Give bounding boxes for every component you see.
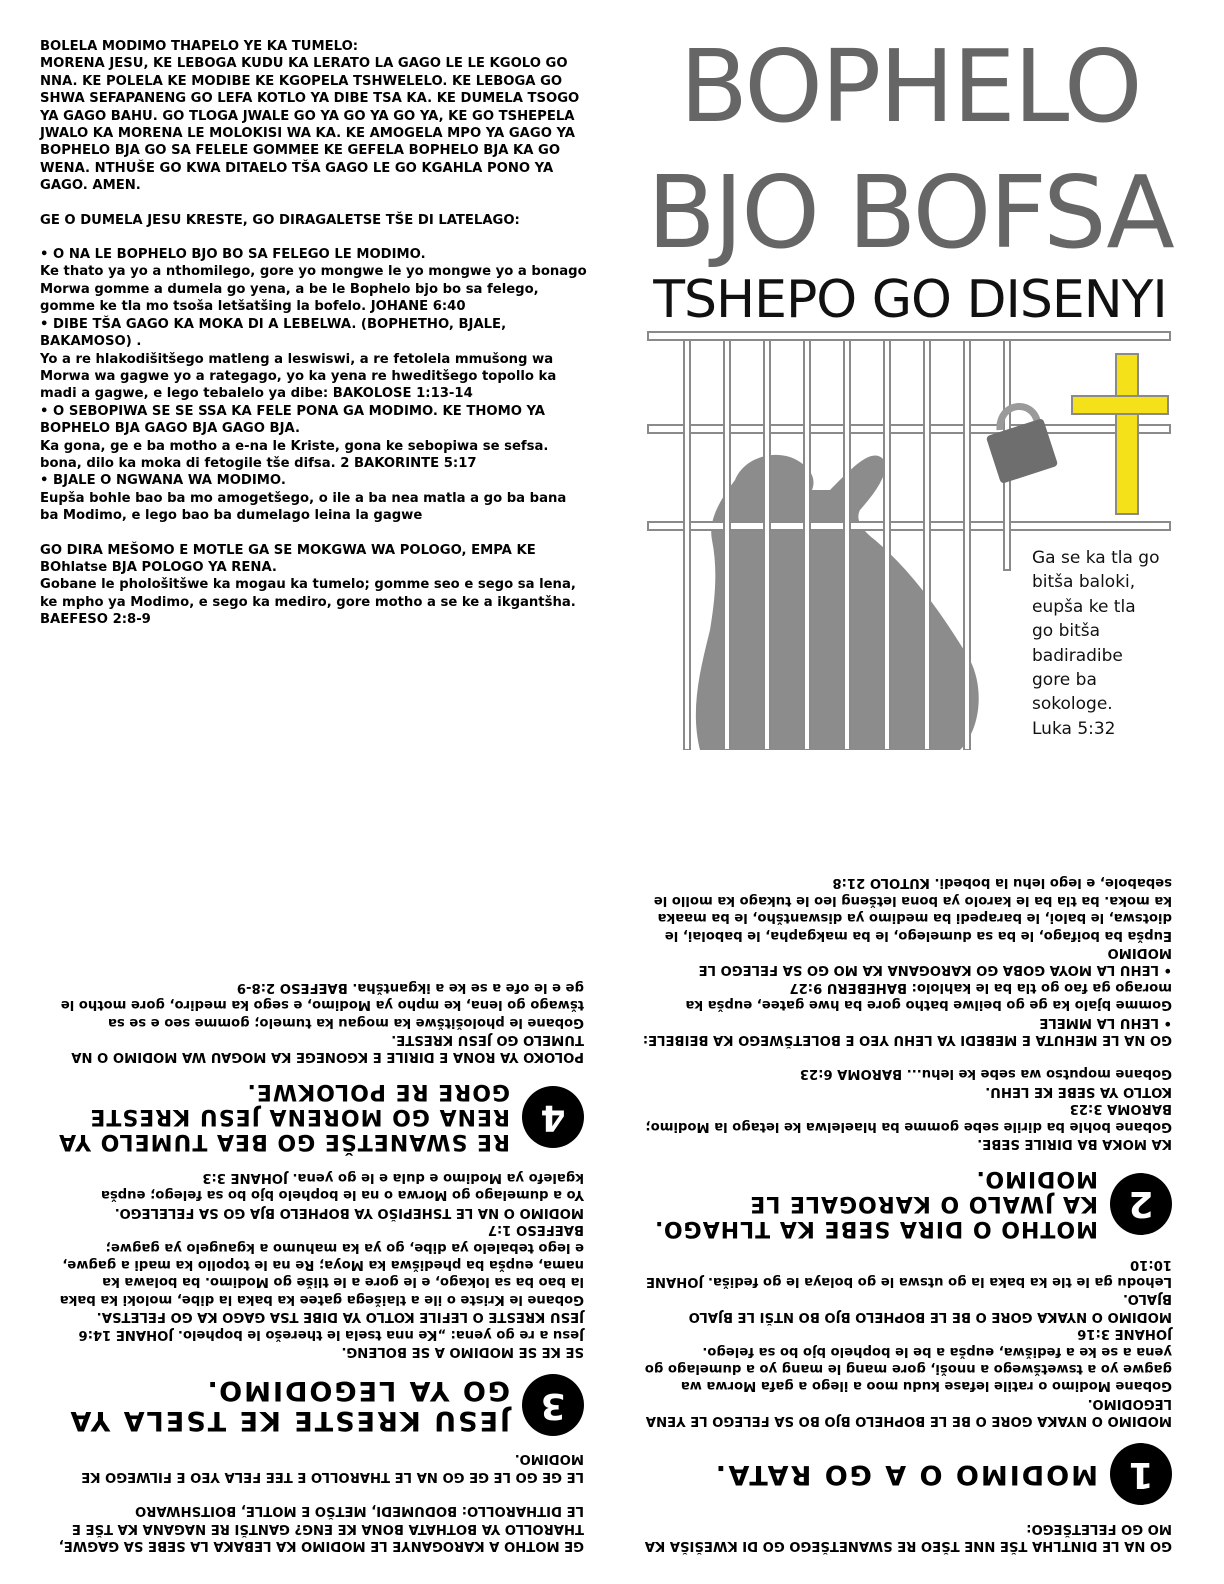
verse-line: eupša ke tla (1032, 596, 1136, 617)
section-1-number: 1 (1110, 1443, 1172, 1505)
section-4-header (54, 1080, 584, 1155)
section-2-title: MOTHO O DIRA SEBE KA TLHAGO. KA JWALO O KAROGALE LE MODIMO. (654, 1166, 1098, 1242)
padlock-icon (986, 406, 1059, 484)
blessing-text: Eupša bohle bao ba mo amogetšego, o ile a ba nea matla a go ba bana ba Modimo, e lego bao ba dumelago leina la gagwe (40, 490, 567, 524)
works-heading: GO DIRA MEŠOMO E MOTLE GA SE MOKGWA WA POLOGO, EMPA KE BOhlatse BJA POLOGO YA RENA. (40, 542, 536, 575)
section-4-number: 4 (522, 1086, 584, 1148)
point-title: GO NA LE MEHUTA E MEBEDI YA LEHU YEO E BOLETŠWEGO KA BEIBELE: (642, 1032, 1172, 1048)
section-1-header (642, 1443, 1172, 1505)
point-text: Gobane Modimo o ratile lefase kudu moo a ilego a gafa Morwa wa gagwe yo a tswetšwego a nnoši, gore mang le mang yo a dumelago go yena a se ke a fedišwa, eupša a be le bophelo bjo bo sa felego. JOHANE 3:16 (644, 1326, 1172, 1394)
point-title: • LEHU LA MOYA GOBA GO KAROGANA KA MO GO SA FELEGO LE MODIMO (698, 945, 1172, 978)
verse-reference: Luka 5:32 (1032, 718, 1116, 739)
point-text: Jesu a re go yena: „Ke nna tsela le therešo le bophelo. JOHANE 14:6 (78, 1326, 584, 1342)
prayer-block (40, 38, 588, 195)
verse-line: Ga se ka tla go (1032, 548, 1160, 568)
prayer-heading: BOLELA MODIMO THAPELO YE KA TUMELO: (40, 39, 359, 54)
verse-line: bitša baloki, (1032, 572, 1136, 593)
verse-line: go bitša (1032, 621, 1101, 642)
inside-left-intro2: LE GE GO LE GE GO NA LE THAROLLO E TEE FELA YEO E FILWEGO KE MODIMO. (81, 1451, 584, 1484)
blessing-title: • DIBE TŠA GAGO KA MOKA DI A LEBELWA. (BOPHETHO, BJALE, BAKAMOSO) . (40, 316, 507, 350)
section-3-number: 3 (522, 1374, 584, 1436)
blessing-text: Ke thato ya yo a nthomilego, gore yo mongwe le yo mongwe yo a bonago Morwa gomme a dumela go yena, a be le Bophelo bjo bo sa felego, gomme ke tla mo tsoša letšatšing la bofelo. JOHANE 6:40 (40, 264, 587, 315)
blessing-text: Yo a re hlakodišitšego matleng a leswiswi, a re fetolela mmušong wa Morwa wa gagwe yo a rategago, yo ka yena re hweditšego topollo ka madi a gagwe, e lego tebalelo ya dibe: BAKOLOSE 1:13-14 (40, 351, 557, 402)
verse-line: sokologe. (1032, 694, 1113, 715)
blessing-title: • BJALE O NGWANA WA MODIMO. (40, 473, 286, 489)
inside-left-column (54, 978, 584, 1554)
cover-verse (1032, 546, 1172, 741)
section-3-header (54, 1374, 584, 1436)
inside-left-intro: GE MOTHO A KAROGANYE LE MODIMO KA LEBAKA LA SEBE SA GAGWE, THAROLLO YA BOTHATA BONA KE ENG? GANTŠI RE NAGANA KA TŠE E LE DITHAROLLO: BODUMEDI, METŠO E MOTLE, BOITSHWARO (58, 1503, 584, 1553)
blessings-heading: GE O DUMELA JESU KRESTE, GO DIRAGALETSE TŠE DI LATELAGO: (40, 212, 520, 228)
prayer-panel (40, 38, 588, 629)
point-text: Yo a dumelago go Morwa o na le bophelo bjo bo sa felego; eupša kgalefo ya Modimo e dula e le go yena. JOHANE 3:3 (100, 1169, 584, 1203)
prayer-body: MORENA JESU, KE LEBOGA KUDU KA LERATO LA GAGO LE LE KGOLO GO NNA. KE POLELA KE MODIBE KE KGOPELA TSHWELELO. KE LEBOGA GO SHWA SEFAPANENG GO LEFA KOTLO YA DIBE TSA KA. KE DUMELA TSOGO YA GAGO BAHU. GO TLOGA JWALE GO YA GO YA GO YA, KE GO TSHEPELA JWALO KA MORENA LE MOLOKISI WA KA. KE AMOGELA MPO YA GAGO YA BOPHELO BJA GO SA FELELE GOMMEE KE GEFELA BOPHELO BJA KA GO WENA. NTHUŠE GO KWA DITAELO TŠA GAGO LE GO KGAHLA PONO YA GAGO. AMEN. (40, 56, 580, 194)
blessings-list (40, 246, 588, 525)
cover-panel (640, 30, 1180, 750)
cover-title-line2: BJO BOFSA (647, 154, 1173, 271)
point-title: KOTLO YA SEBE KE LEHU. (985, 1083, 1172, 1099)
inside-right-column (642, 874, 1172, 1554)
inside-right-intro: GO NA LE DINTLHA TŠE NNE TŠEO RE SWANETŠEGO GO DI KWEŠIŠA KA MO GO FELETŠEGO: (644, 1520, 1172, 1553)
point-text: Gobane le Kriste o ile a tlaišega gatee ka baka la dibe, moloki ka baka la bao ba sa lokago, e le gore a le tliše go Modimo. ba bolawa ka nama, eupša ba phedišwa ka Moya; Re na le topollo ka madi a gagwe, e lego tebalelo ya dibe, go ya ka mahumo a kgaugelo ya gagwe; BAEFESO 1:7 (59, 1222, 584, 1307)
section-1-title: MODIMO O A GO RATA. (713, 1459, 1098, 1491)
blessing-title: • O SEBOPIWA SE SE SSA KA FELE PONA GA MODIMO. KE THOMO YA BOPHELO BJA GAGO BJA GAGO BJA. (40, 403, 545, 437)
section-4-title: RE SWANETŠE GO BEA TUMELO YA RENA GO MORENA JESU KRESTE GORE RE POLOKWE. (58, 1079, 510, 1155)
point-title: JESU KRESTE O LEFILE KOTLO YA DIBE TSA GAGO KA GO FELETSA. (96, 1309, 584, 1325)
inside-panels-rotated (0, 792, 1224, 1584)
blessing-title: • O NA LE BOPHELO BJO BO SA FELEGO LE MODIMO. (40, 247, 426, 263)
point-title: SE KE SE MODIMO A SE BOLENG. (341, 1343, 584, 1359)
point-title: MODIMO O NA LE TSHEPIŠO YA BOPHELO BJA GO SA FELELEGO. (114, 1204, 584, 1220)
cover-title-line1: BOPHELO (679, 28, 1141, 145)
verse-line: gore ba (1032, 670, 1097, 691)
point-text: Gomme bjalo ka ge go beilwe batho gore ba hwe gatee, eupša ka morago ga fao go tla ba le kahlolo: BAHEBERU 9:27 (685, 979, 1172, 1013)
point-text: Eupša ba boifago, le ba sa dumelego, le ba makgapha, le babolai, le diotswa, le baloi, le barapedi ba medimo ya diswantšho, le ba maaka ka moka. ba tla ba le karolo ya bona letšeng leo le tukago ka mollo le sebabole, e lego lehu la bobedi. KUTOLO 21:8 (653, 875, 1172, 943)
point-title: MODIMO O NYAKA GORE O BE LE BOPHELO BJO BO SA FELEGO LE YENA LEGODIMO. (645, 1395, 1172, 1429)
point-text: Lehodu ga le tle ka baka la go utswa le go bolaya le go fediša. JOHANE 10:10 (645, 1256, 1172, 1289)
point-title: • LEHU LA MMELE (1039, 1014, 1172, 1030)
point-title: POLOKO YA RONA E DIRILE E KGONEGE KA MOGAU WA MODIMO O NA TUMELO GO JESU KRESTE. (71, 1032, 584, 1065)
section-2-header (642, 1166, 1172, 1241)
cover-subtitle: TSHEPO GO DISENYI (653, 270, 1167, 330)
section-2-number: 2 (1110, 1173, 1172, 1235)
point-text: Gobane bohle ba dirile sebe gomme ba hlaelelwa ke letago la Modimo; BAROMA 3:23 (645, 1101, 1172, 1134)
point-text: Gobane le phološitšwe ka mogau ka tumelo; gomme seo e se sa tšwago go lena, ke mpho ya Modimo, e sego ka mediro, gore motho le ge e le ofe a se ke a ikgantšha. BAEFESO 2:8-9 (60, 979, 584, 1030)
point-text: Gobane moputso wa sebe ke lehu... BAROMA 6:23 (799, 1066, 1172, 1082)
verse-line: badiradibe (1032, 645, 1123, 666)
prisoner-silhouette (696, 455, 979, 750)
section-3-title: JESU KRESTE KE TSELA YA GO YA LEGODIMO. (68, 1374, 510, 1436)
point-title: KA MOKA BA DIRILE SEBE. (977, 1136, 1172, 1152)
blessing-text: Ka gona, ge e ba motho a e-na le Kriste, gona ke sebopiwa se sefsa. bona, dilo ka moka di fetogile tše difsa. 2 BAKORINTE 5:17 (40, 438, 549, 471)
works-text: Gobane le phološitšwe ka mogau ka tumelo; gomme seo e sego sa lena, ke mpho ya Modimo, e sego ka mediro, gore motho a se ke a ikgantšha. BAEFESO 2:8-9 (40, 577, 576, 628)
works-block (40, 542, 588, 629)
point-title: MODIMO O NYAKA GORE O BE LE BOPHELO BJO BO NTŠI LE BJALO BJALO. (688, 1291, 1172, 1324)
